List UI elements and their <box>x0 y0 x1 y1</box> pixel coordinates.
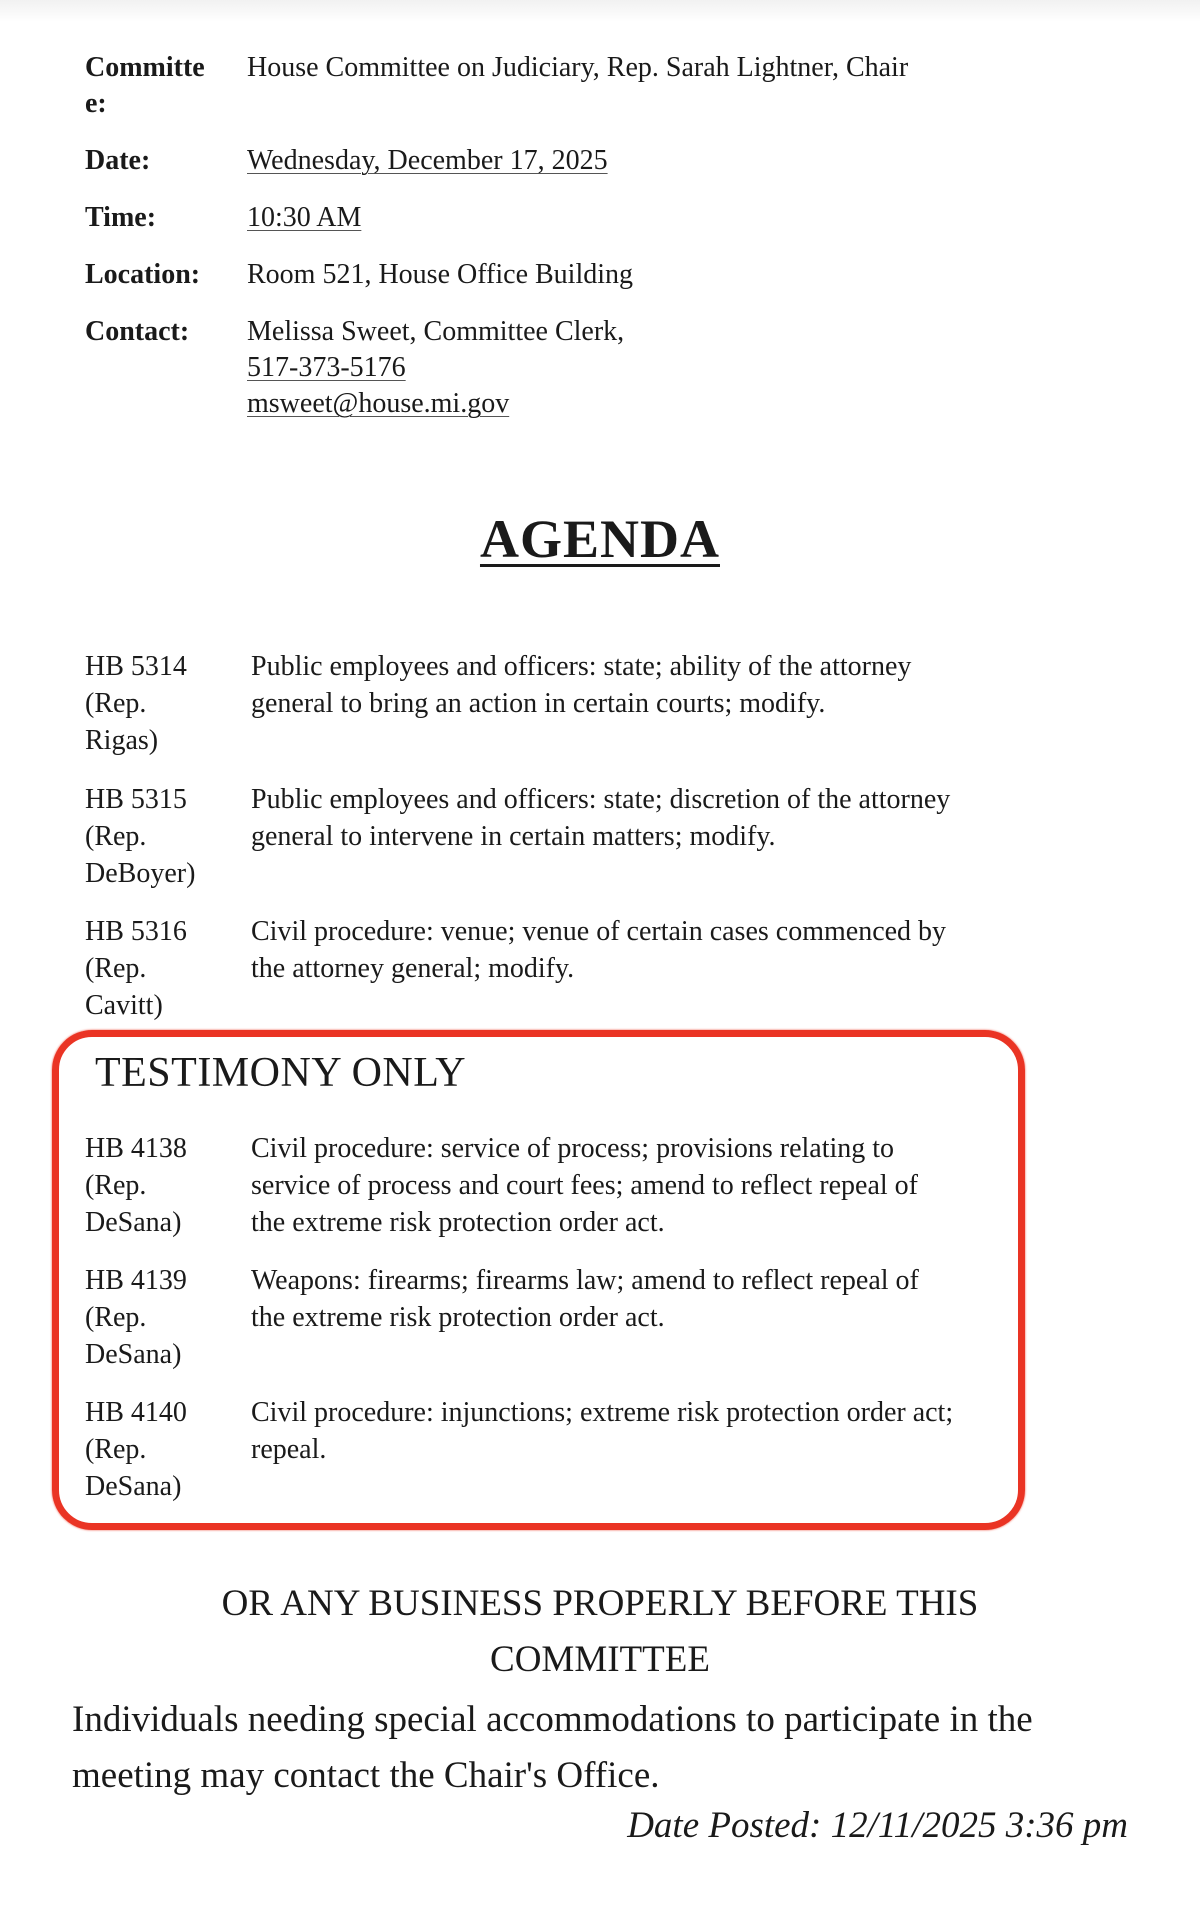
bill-number: HB 4138 <box>85 1133 187 1164</box>
time-value <box>247 200 1097 236</box>
bill-number: HB 5314 <box>85 651 187 682</box>
contact-email[interactable]: msweet@house.mi.gov <box>247 388 510 419</box>
location-label: Location: <box>85 259 201 290</box>
business-line2: COMMITTEE <box>490 1639 710 1680</box>
bill-sponsor-line1: (Rep. <box>85 953 147 984</box>
bill-sponsor-line2: DeSana) <box>85 1471 182 1502</box>
bill-desc-line2: general to bring an action in certain courts; modify. <box>251 688 826 719</box>
agenda-heading-text: AGENDA <box>479 509 720 569</box>
date-label: Date: <box>85 145 151 176</box>
testimony-heading: TESTIMONY ONLY <box>95 1050 467 1096</box>
bill-sponsor-line2: DeBoyer) <box>85 858 196 889</box>
bill-sponsor-line2: DeSana) <box>85 1207 182 1238</box>
bill-sponsor-line2: DeSana) <box>85 1339 182 1370</box>
contact-label: Contact: <box>85 316 190 347</box>
bill-description <box>251 1394 1101 1468</box>
bill-number-block <box>85 1262 235 1373</box>
bill-sponsor-line1: (Rep. <box>85 1434 147 1465</box>
location-value: Room 521, House Office Building <box>247 259 634 290</box>
committee-label-line2: e: <box>85 88 107 119</box>
bill-description <box>251 781 1101 855</box>
accommodations-line2: meeting may contact the Chair's Office. <box>72 1755 660 1796</box>
bill-description <box>251 648 1101 722</box>
agenda-heading <box>0 507 1200 571</box>
bill-sponsor-line2: Cavitt) <box>85 990 163 1021</box>
bill-number-block <box>85 913 235 1024</box>
date-value <box>247 143 1097 179</box>
contact-email-line <box>247 386 1097 422</box>
top-shadow <box>0 0 1200 22</box>
bill-number: HB 4140 <box>85 1397 187 1428</box>
bill-desc-line1: Public employees and officers: state; ability of the attorney <box>251 651 912 682</box>
bill-desc-line2: service of process and court fees; amend to reflect repeal of <box>251 1170 919 1201</box>
bill-desc-line3: the extreme risk protection order act. <box>251 1207 665 1238</box>
bill-sponsor-line2: Rigas) <box>85 725 159 756</box>
contact-phone[interactable]: 517-373-5176 <box>247 352 406 383</box>
bill-desc-line1: Civil procedure: venue; venue of certain cases commenced by <box>251 916 947 947</box>
bill-desc-line1: Civil procedure: service of process; provisions relating to <box>251 1133 895 1164</box>
bill-number: HB 5316 <box>85 916 187 947</box>
committee-label <box>85 50 235 122</box>
committee-label-line1: Committe <box>85 52 205 83</box>
business-line1: OR ANY BUSINESS PROPERLY BEFORE THIS <box>221 1583 979 1624</box>
contact-name: Melissa Sweet, Committee Clerk, <box>247 316 625 347</box>
bill-number-block <box>85 648 235 759</box>
bill-desc-line1: Public employees and officers: state; discretion of the attorney <box>251 784 951 815</box>
bill-number: HB 5315 <box>85 784 187 815</box>
any-business-notice <box>150 1576 1050 1688</box>
time-label: Time: <box>85 202 157 233</box>
contact-value <box>247 314 1097 422</box>
bill-description <box>251 1130 1101 1241</box>
bill-sponsor-line1: (Rep. <box>85 1170 147 1201</box>
bill-number-block <box>85 1394 235 1505</box>
date-value-text: Wednesday, December 17, 2025 <box>247 145 608 176</box>
accommodations-notice <box>72 1692 1152 1804</box>
committee-value: House Committee on Judiciary, Rep. Sarah Lightner, Chair <box>247 52 909 83</box>
bill-description <box>251 1262 1101 1336</box>
contact-phone-line <box>247 350 1097 386</box>
bill-sponsor-line1: (Rep. <box>85 688 147 719</box>
accommodations-line1: Individuals needing special accommodations to participate in the <box>72 1699 1033 1740</box>
bill-sponsor-line1: (Rep. <box>85 821 147 852</box>
bill-desc-line1: Weapons: firearms; firearms law; amend to reflect repeal of <box>251 1265 919 1296</box>
bill-description <box>251 913 1101 987</box>
bill-desc-line1: Civil procedure: injunctions; extreme risk protection order act; <box>251 1397 954 1428</box>
bill-desc-line2: general to intervene in certain matters; modify. <box>251 821 776 852</box>
date-posted: Date Posted: 12/11/2025 3:36 pm <box>627 1805 1128 1846</box>
bill-number: HB 4139 <box>85 1265 187 1296</box>
time-value-text: 10:30 AM <box>247 202 362 233</box>
bill-number-block <box>85 781 235 892</box>
bill-sponsor-line1: (Rep. <box>85 1302 147 1333</box>
bill-desc-line2: the extreme risk protection order act. <box>251 1302 665 1333</box>
bill-number-block <box>85 1130 235 1241</box>
bill-desc-line2: repeal. <box>251 1434 327 1465</box>
bill-desc-line2: the attorney general; modify. <box>251 953 575 984</box>
